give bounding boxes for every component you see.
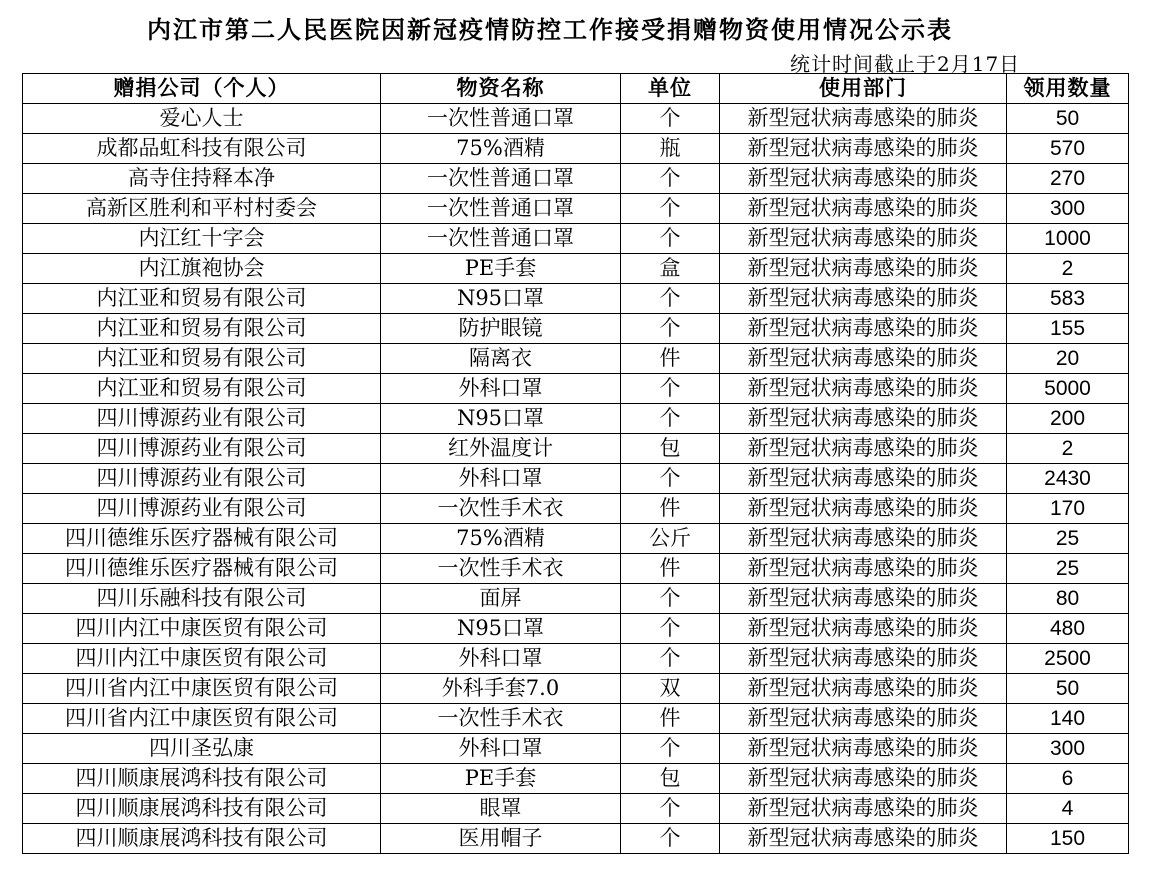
cell-item: 一次性普通口罩	[381, 224, 621, 254]
cell-unit: 包	[621, 764, 720, 794]
cell-department: 新型冠状病毒感染的肺炎	[720, 794, 1007, 824]
cell-unit: 个	[621, 404, 720, 434]
table-row	[23, 464, 1129, 494]
cell-department: 新型冠状病毒感染的肺炎	[720, 134, 1007, 164]
cell-unit: 个	[621, 224, 720, 254]
header-department: 使用部门	[720, 74, 1007, 104]
cell-unit: 件	[621, 494, 720, 524]
cell-department: 新型冠状病毒感染的肺炎	[720, 194, 1007, 224]
cell-quantity: 300	[1007, 734, 1129, 764]
cell-item: PE手套	[381, 764, 621, 794]
document-title: 内江市第二人民医院因新冠疫情防控工作接受捐赠物资使用情况公示表	[147, 16, 953, 44]
cell-unit: 个	[621, 824, 720, 854]
cell-company: 四川内江中康医贸有限公司	[23, 644, 381, 674]
cell-item: 隔离衣	[381, 344, 621, 374]
cell-item: N95口罩	[381, 614, 621, 644]
cell-quantity: 25	[1007, 554, 1129, 584]
cell-quantity: 480	[1007, 614, 1129, 644]
cell-item: 75%酒精	[381, 524, 621, 554]
cell-unit: 件	[621, 554, 720, 584]
table-row	[23, 794, 1129, 824]
cell-company: 四川博源药业有限公司	[23, 494, 381, 524]
cell-company: 四川德维乐医疗器械有限公司	[23, 524, 381, 554]
cell-department: 新型冠状病毒感染的肺炎	[720, 614, 1007, 644]
table-row	[23, 434, 1129, 464]
cell-department: 新型冠状病毒感染的肺炎	[720, 554, 1007, 584]
cell-department: 新型冠状病毒感染的肺炎	[720, 524, 1007, 554]
table-row	[23, 164, 1129, 194]
cell-unit: 个	[621, 464, 720, 494]
cell-department: 新型冠状病毒感染的肺炎	[720, 704, 1007, 734]
table-row	[23, 134, 1129, 164]
cell-unit: 包	[621, 434, 720, 464]
header-unit: 单位	[621, 74, 720, 104]
cell-item: N95口罩	[381, 284, 621, 314]
cell-quantity: 6	[1007, 764, 1129, 794]
cell-department: 新型冠状病毒感染的肺炎	[720, 824, 1007, 854]
cell-department: 新型冠状病毒感染的肺炎	[720, 584, 1007, 614]
cell-item: 外科手套7.0	[381, 674, 621, 704]
cell-department: 新型冠状病毒感染的肺炎	[720, 344, 1007, 374]
cell-quantity: 200	[1007, 404, 1129, 434]
table-row	[23, 824, 1129, 854]
header-company: 赠捐公司（个人）	[23, 74, 381, 104]
table-row	[23, 404, 1129, 434]
cell-item: 一次性普通口罩	[381, 164, 621, 194]
table-row	[23, 614, 1129, 644]
cell-item: 一次性普通口罩	[381, 194, 621, 224]
cell-quantity: 5000	[1007, 374, 1129, 404]
cell-unit: 瓶	[621, 134, 720, 164]
cell-quantity: 2500	[1007, 644, 1129, 674]
table-row	[23, 374, 1129, 404]
table-row	[23, 734, 1129, 764]
cell-company: 内江亚和贸易有限公司	[23, 344, 381, 374]
table-row	[23, 344, 1129, 374]
cell-company: 内江亚和贸易有限公司	[23, 284, 381, 314]
cell-company: 高寺住持释本净	[23, 164, 381, 194]
cell-quantity: 1000	[1007, 224, 1129, 254]
cell-department: 新型冠状病毒感染的肺炎	[720, 434, 1007, 464]
table-row	[23, 284, 1129, 314]
table-row	[23, 104, 1129, 134]
cell-quantity: 150	[1007, 824, 1129, 854]
cell-company: 成都品虹科技有限公司	[23, 134, 381, 164]
cell-quantity: 583	[1007, 284, 1129, 314]
cell-quantity: 570	[1007, 134, 1129, 164]
cell-quantity: 140	[1007, 704, 1129, 734]
table-row	[23, 314, 1129, 344]
cell-unit: 个	[621, 584, 720, 614]
cell-unit: 件	[621, 704, 720, 734]
cell-department: 新型冠状病毒感染的肺炎	[720, 464, 1007, 494]
cell-company: 四川顺康展鸿科技有限公司	[23, 764, 381, 794]
table-body	[23, 104, 1129, 854]
cell-department: 新型冠状病毒感染的肺炎	[720, 164, 1007, 194]
cell-company: 内江红十字会	[23, 224, 381, 254]
table-row	[23, 584, 1129, 614]
cell-quantity: 4	[1007, 794, 1129, 824]
cell-item: 医用帽子	[381, 824, 621, 854]
table-row	[23, 524, 1129, 554]
cell-item: 一次性手术衣	[381, 554, 621, 584]
cell-item: 外科口罩	[381, 644, 621, 674]
cell-company: 高新区胜利和平村村委会	[23, 194, 381, 224]
table-row	[23, 494, 1129, 524]
cell-item: PE手套	[381, 254, 621, 284]
cell-department: 新型冠状病毒感染的肺炎	[720, 674, 1007, 704]
cell-unit: 盒	[621, 254, 720, 284]
cell-item: 面屏	[381, 584, 621, 614]
cell-quantity: 2430	[1007, 464, 1129, 494]
cell-company: 四川德维乐医疗器械有限公司	[23, 554, 381, 584]
donation-table	[22, 73, 1129, 854]
cell-unit: 双	[621, 674, 720, 704]
cell-company: 四川博源药业有限公司	[23, 434, 381, 464]
cell-unit: 公斤	[621, 524, 720, 554]
cell-department: 新型冠状病毒感染的肺炎	[720, 404, 1007, 434]
cell-department: 新型冠状病毒感染的肺炎	[720, 734, 1007, 764]
cell-item: 外科口罩	[381, 734, 621, 764]
cell-quantity: 2	[1007, 254, 1129, 284]
table-row	[23, 704, 1129, 734]
cell-unit: 个	[621, 644, 720, 674]
cell-quantity: 50	[1007, 674, 1129, 704]
cell-company: 四川博源药业有限公司	[23, 404, 381, 434]
cell-item: 一次性手术衣	[381, 704, 621, 734]
table-row	[23, 254, 1129, 284]
table-row	[23, 644, 1129, 674]
table-header-row	[23, 74, 1129, 104]
statistics-date: 统计时间截止于2月17日	[790, 52, 1021, 76]
cell-company: 内江旗袍协会	[23, 254, 381, 284]
table-row	[23, 764, 1129, 794]
cell-department: 新型冠状病毒感染的肺炎	[720, 254, 1007, 284]
cell-unit: 个	[621, 614, 720, 644]
header-item: 物资名称	[381, 74, 621, 104]
table-row	[23, 224, 1129, 254]
cell-quantity: 25	[1007, 524, 1129, 554]
table-row	[23, 554, 1129, 584]
cell-unit: 个	[621, 794, 720, 824]
cell-department: 新型冠状病毒感染的肺炎	[720, 764, 1007, 794]
cell-department: 新型冠状病毒感染的肺炎	[720, 314, 1007, 344]
cell-item: 外科口罩	[381, 464, 621, 494]
table-row	[23, 194, 1129, 224]
cell-department: 新型冠状病毒感染的肺炎	[720, 104, 1007, 134]
cell-department: 新型冠状病毒感染的肺炎	[720, 224, 1007, 254]
cell-item: 一次性手术衣	[381, 494, 621, 524]
cell-company: 四川顺康展鸿科技有限公司	[23, 824, 381, 854]
cell-company: 四川圣弘康	[23, 734, 381, 764]
cell-company: 四川乐融科技有限公司	[23, 584, 381, 614]
cell-quantity: 50	[1007, 104, 1129, 134]
cell-company: 四川省内江中康医贸有限公司	[23, 704, 381, 734]
cell-company: 四川顺康展鸿科技有限公司	[23, 794, 381, 824]
cell-item: 防护眼镜	[381, 314, 621, 344]
cell-item: 一次性普通口罩	[381, 104, 621, 134]
cell-quantity: 2	[1007, 434, 1129, 464]
cell-quantity: 270	[1007, 164, 1129, 194]
cell-quantity: 80	[1007, 584, 1129, 614]
cell-company: 内江亚和贸易有限公司	[23, 314, 381, 344]
cell-unit: 个	[621, 314, 720, 344]
cell-company: 四川博源药业有限公司	[23, 464, 381, 494]
cell-company: 四川省内江中康医贸有限公司	[23, 674, 381, 704]
cell-unit: 个	[621, 374, 720, 404]
cell-unit: 个	[621, 164, 720, 194]
cell-department: 新型冠状病毒感染的肺炎	[720, 374, 1007, 404]
header-quantity: 领用数量	[1007, 74, 1129, 104]
table-row	[23, 674, 1129, 704]
cell-quantity: 155	[1007, 314, 1129, 344]
cell-item: N95口罩	[381, 404, 621, 434]
cell-quantity: 170	[1007, 494, 1129, 524]
cell-unit: 个	[621, 194, 720, 224]
cell-item: 外科口罩	[381, 374, 621, 404]
cell-unit: 个	[621, 284, 720, 314]
cell-department: 新型冠状病毒感染的肺炎	[720, 284, 1007, 314]
cell-unit: 个	[621, 734, 720, 764]
cell-department: 新型冠状病毒感染的肺炎	[720, 644, 1007, 674]
cell-quantity: 300	[1007, 194, 1129, 224]
cell-item: 红外温度计	[381, 434, 621, 464]
cell-company: 爱心人士	[23, 104, 381, 134]
cell-company: 四川内江中康医贸有限公司	[23, 614, 381, 644]
cell-unit: 个	[621, 104, 720, 134]
cell-department: 新型冠状病毒感染的肺炎	[720, 494, 1007, 524]
cell-item: 眼罩	[381, 794, 621, 824]
cell-unit: 件	[621, 344, 720, 374]
cell-quantity: 20	[1007, 344, 1129, 374]
cell-company: 内江亚和贸易有限公司	[23, 374, 381, 404]
cell-item: 75%酒精	[381, 134, 621, 164]
